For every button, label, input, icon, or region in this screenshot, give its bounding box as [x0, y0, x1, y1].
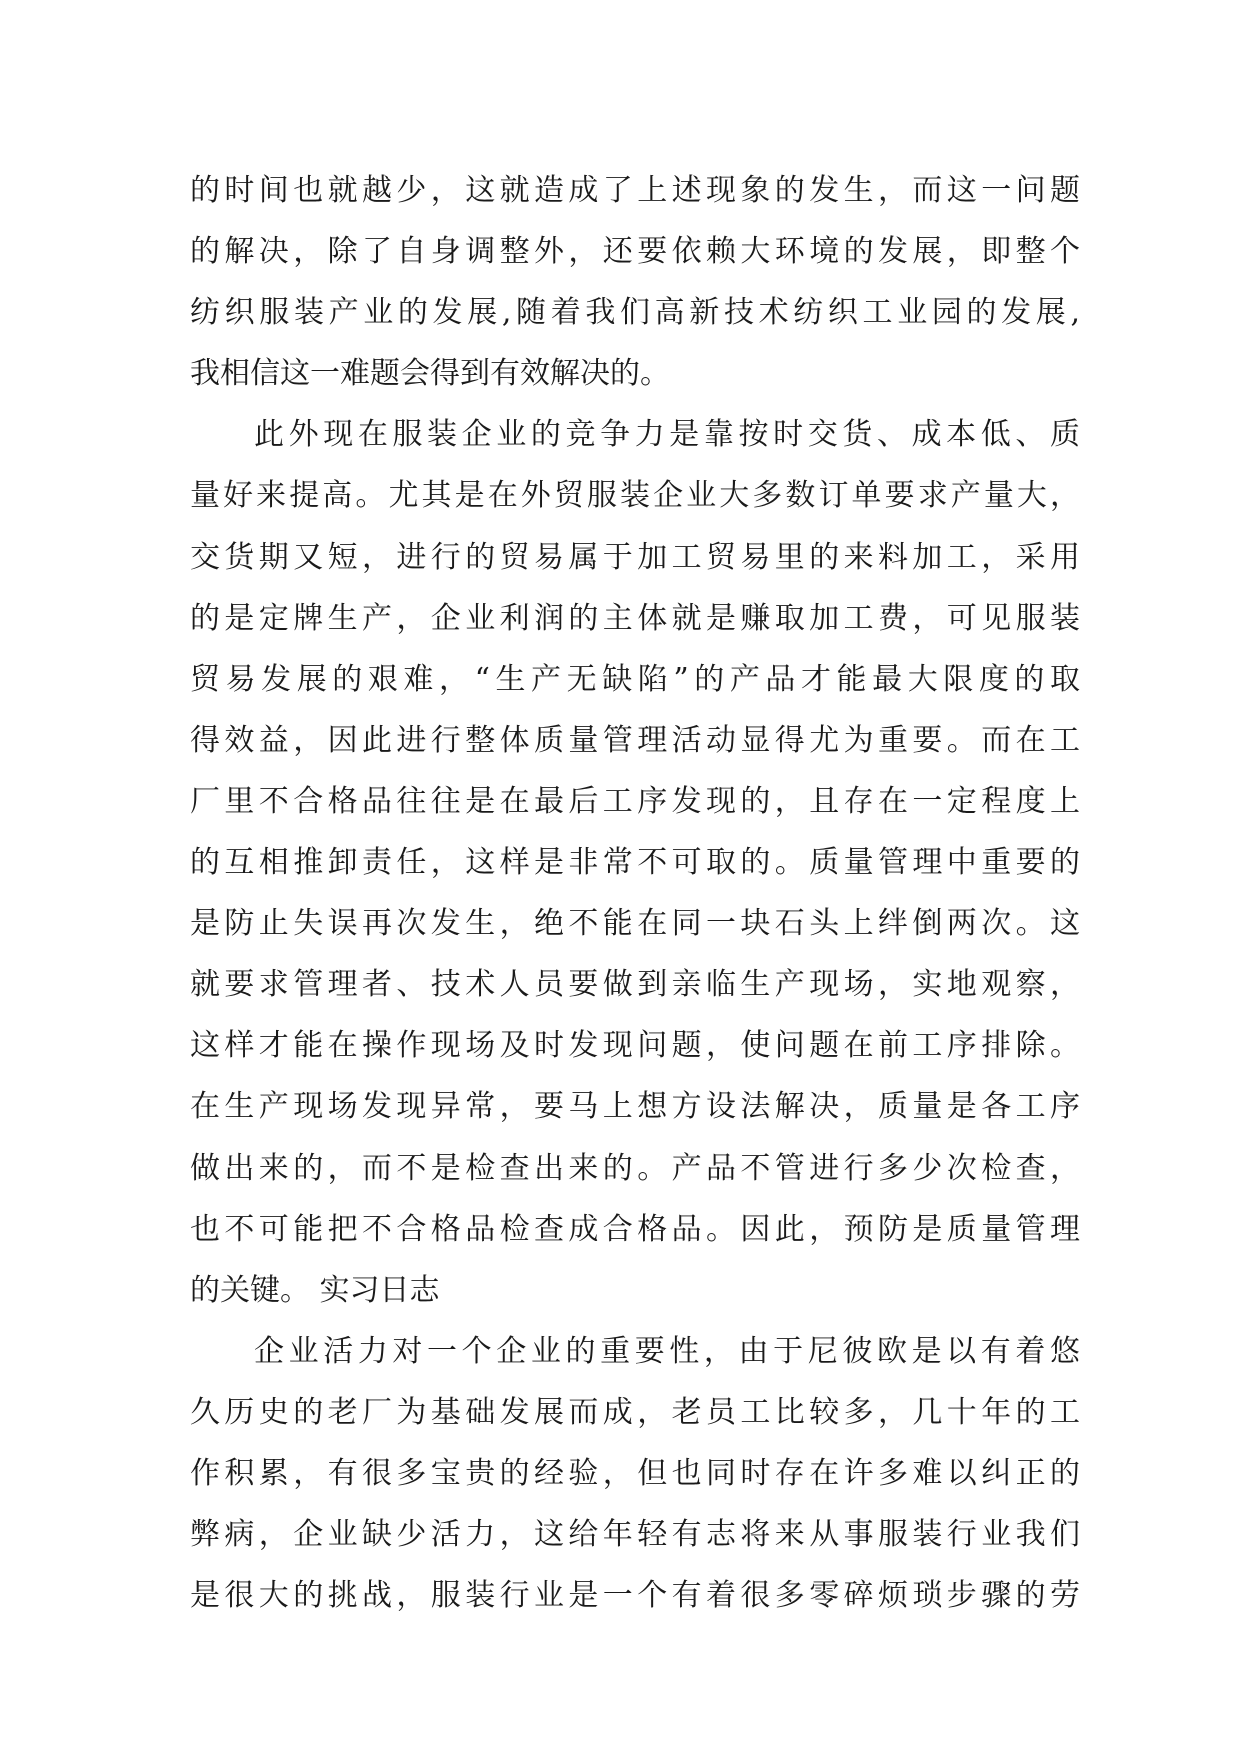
text-line: 就要求管理者、技术人员要做到亲临生产现场，实地观察，: [190, 967, 1080, 1003]
text-line: 我相信这一难题会得到有效解决的。: [190, 356, 670, 392]
text-line: 做出来的，而不是检查出来的。产品不管进行多少次检查，: [190, 1150, 1080, 1186]
text-line: 是防止失误再次发生，绝不能在同一块石头上绊倒两次。这: [190, 906, 1080, 942]
text-line: 这样才能在操作现场及时发现问题，使问题在前工序排除。: [190, 1028, 1080, 1064]
text-line: 久历史的老厂为基础发展而成，老员工比较多，几十年的工: [190, 1394, 1080, 1430]
text-line: 的时间也就越少，这就造成了上述现象的发生，而这一问题: [190, 173, 1080, 208]
text-line: 贸易发展的艰难，“生产无缺陷”的产品才能最大限度的取: [190, 661, 1080, 697]
text-line: 交货期又短，进行的贸易属于加工贸易里的来料加工，采用: [190, 539, 1080, 575]
text-line: 量好来提高。尤其是在外贸服装企业大多数订单要求产量大，: [190, 478, 1080, 514]
text-line: 作积累，有很多宝贵的经验，但也同时存在许多难以纠正的: [190, 1455, 1080, 1491]
text-line: 的解决，除了自身调整外，还要依赖大环境的发展，即整个: [190, 234, 1080, 270]
text-line: 也不可能把不合格品检查成合格品。因此，预防是质量管理: [190, 1211, 1080, 1247]
text-line: 纺织服装产业的发展,随着我们高新技术纺织工业园的发展,: [190, 295, 1080, 331]
text-line: 得效益，因此进行整体质量管理活动显得尤为重要。而在工: [190, 722, 1080, 758]
paragraph-start-line: 此外现在服装企业的竞争力是靠按时交货、成本低、质: [254, 417, 1080, 453]
text-line: 在生产现场发现异常，要马上想方设法解决，质量是各工序: [190, 1089, 1080, 1125]
text-line: 弊病，企业缺少活力，这给年轻有志将来从事服装行业我们: [190, 1517, 1080, 1553]
paragraph-start-line: 企业活力对一个企业的重要性，由于尼彼欧是以有着悠: [254, 1333, 1080, 1369]
text-line: 的关键。 实习日志: [190, 1272, 440, 1308]
text-line: 厂里不合格品往往是在最后工序发现的，且存在一定程度上: [190, 783, 1080, 819]
text-line: 的是定牌生产，企业利润的主体就是赚取加工费，可见服装: [190, 600, 1080, 636]
text-line: 的互相推卸责任，这样是非常不可取的。质量管理中重要的: [190, 845, 1080, 881]
text-line: 是很大的挑战，服装行业是一个有着很多零碎烦琐步骤的劳: [190, 1578, 1080, 1614]
body-text: [190, 160, 1080, 1626]
